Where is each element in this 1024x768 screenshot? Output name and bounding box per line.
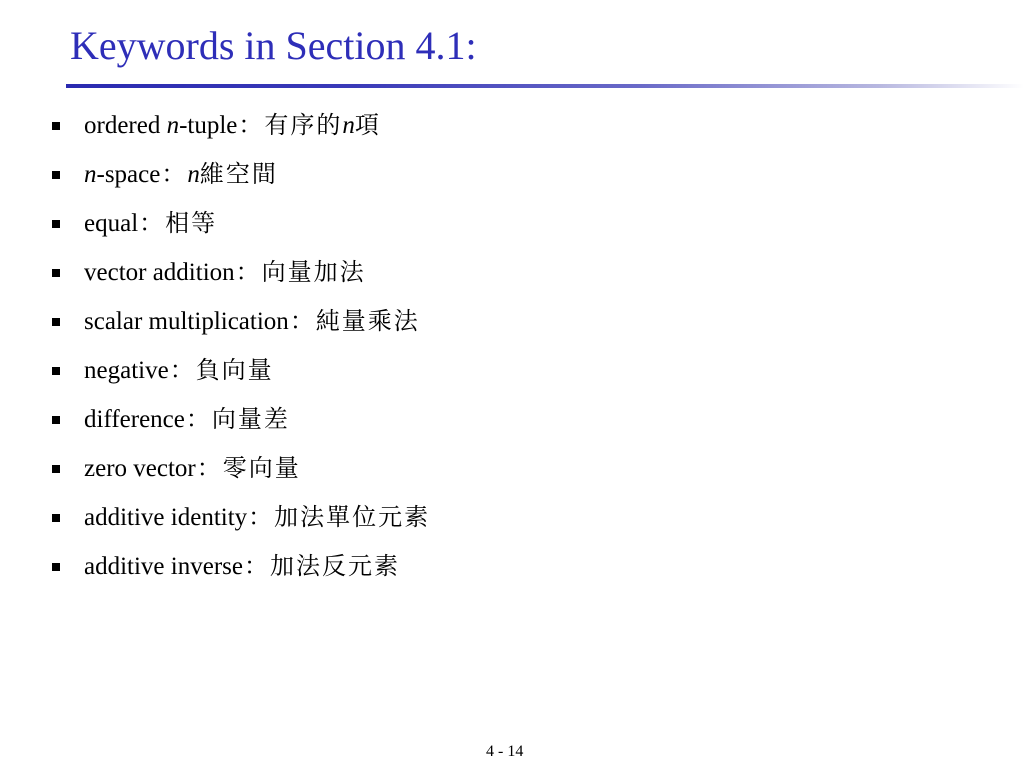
keyword-term [84, 346, 169, 395]
translation-text: 向量加法 [261, 258, 366, 286]
term-text: scalar multiplication [84, 308, 289, 335]
square-bullet-icon [52, 416, 60, 424]
square-bullet-icon [52, 514, 60, 522]
keyword-term [84, 150, 160, 199]
term-text: -space [96, 161, 161, 188]
keyword-item-additive-identity [52, 493, 430, 542]
keyword-term [84, 101, 237, 150]
keyword-term [84, 542, 243, 591]
keyword-separator: ： [248, 503, 273, 531]
keyword-translation [165, 199, 217, 248]
keyword-translation [223, 444, 301, 493]
keyword-term [84, 199, 138, 248]
keyword-separator: ： [161, 160, 186, 188]
keyword-translation [262, 248, 366, 297]
translation-text: 維空間 [199, 160, 278, 188]
keyword-item-additive-inverse [52, 542, 430, 591]
square-bullet-icon [52, 563, 60, 571]
keyword-separator: ： [196, 454, 221, 482]
keyword-item-zero-vector [52, 444, 430, 493]
keyword-item-negative [52, 346, 430, 395]
keyword-separator: ： [169, 356, 194, 384]
title-underline [66, 84, 1024, 88]
keyword-translation [316, 297, 420, 346]
keyword-separator: ： [235, 258, 260, 286]
term-text: zero vector [84, 455, 196, 482]
keyword-item-n-space [52, 150, 430, 199]
keyword-separator: ： [238, 111, 263, 139]
term-text: additive inverse [84, 553, 243, 580]
translation-text: 向量差 [211, 405, 290, 433]
square-bullet-icon [52, 171, 60, 179]
translation-italic-text: n [187, 161, 200, 188]
square-bullet-icon [52, 220, 60, 228]
translation-text: 負向量 [195, 356, 274, 384]
keyword-translation [264, 101, 381, 150]
translation-text: 加法單位元素 [274, 503, 431, 531]
slide-title: Keywords in Section 4.1: [70, 23, 477, 68]
term-text: negative [84, 357, 169, 384]
term-text: vector addition [84, 259, 235, 286]
keyword-term [84, 248, 235, 297]
keyword-term [84, 444, 196, 493]
translation-text: 零向量 [222, 454, 301, 482]
keyword-translation [270, 542, 400, 591]
term-text: difference [84, 406, 185, 433]
square-bullet-icon [52, 318, 60, 326]
keyword-separator: ： [243, 552, 268, 580]
keyword-translation [212, 395, 290, 444]
keyword-translation [196, 346, 274, 395]
term-text: equal [84, 210, 139, 237]
square-bullet-icon [52, 122, 60, 130]
term-text: additive identity [84, 504, 248, 531]
keyword-list [52, 101, 430, 591]
translation-italic-text: n [342, 112, 355, 139]
square-bullet-icon [52, 269, 60, 277]
keyword-item-ordered-n-tuple [52, 101, 430, 150]
slide-page-number: 4 - 14 [486, 743, 524, 760]
term-text: ordered [84, 112, 167, 139]
keyword-term [84, 493, 247, 542]
keyword-separator: ： [139, 209, 164, 237]
square-bullet-icon [52, 367, 60, 375]
square-bullet-icon [52, 465, 60, 473]
term-italic-text: n [166, 112, 180, 139]
keyword-separator: ： [289, 307, 314, 335]
translation-text: 有序的 [264, 111, 343, 139]
keyword-item-difference [52, 395, 430, 444]
keyword-item-vector-addition [52, 248, 430, 297]
term-text: -tuple [179, 112, 238, 139]
translation-text: 項 [354, 111, 381, 139]
translation-text: 相等 [165, 209, 218, 237]
translation-text: 加法反元素 [269, 552, 400, 580]
keyword-translation [187, 150, 278, 199]
keyword-term [84, 395, 185, 444]
translation-text: 純量乘法 [315, 307, 420, 335]
term-italic-text: n [84, 161, 97, 188]
keyword-separator: ： [185, 405, 210, 433]
keyword-item-equal [52, 199, 430, 248]
keyword-translation [274, 493, 430, 542]
keyword-term [84, 297, 289, 346]
keyword-item-scalar-multiplication [52, 297, 430, 346]
